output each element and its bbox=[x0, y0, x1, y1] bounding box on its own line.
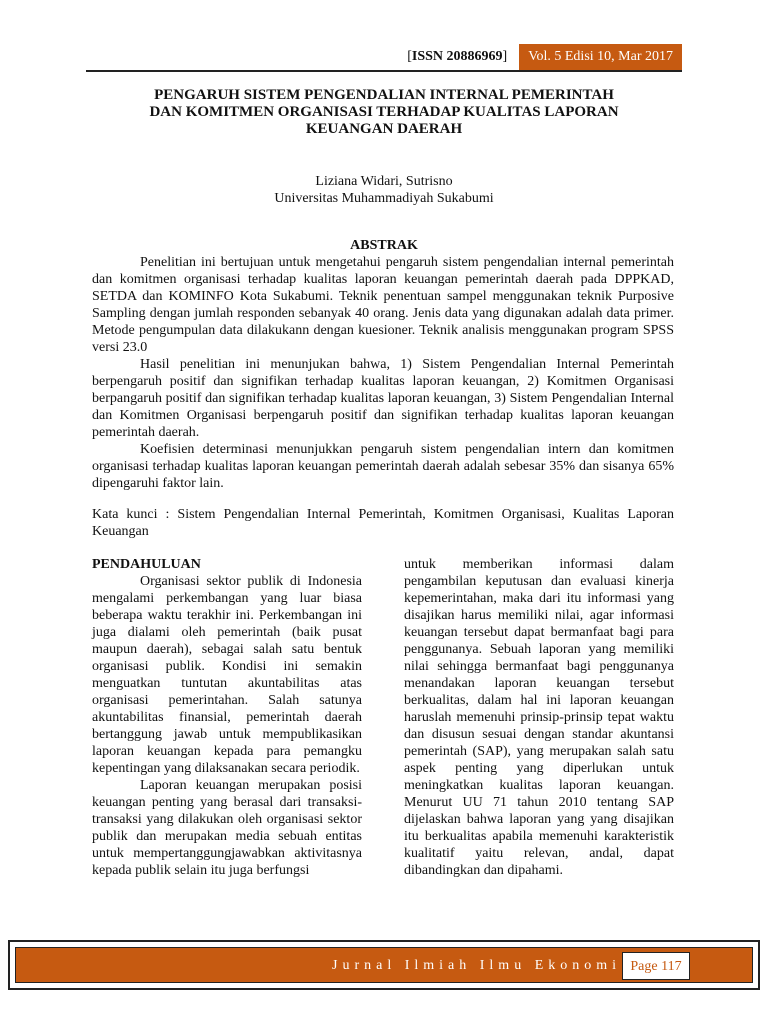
abstract-paragraph: Koefisien determinasi menunjukkan pengaruh sistem pengendalian intern dan komitmen organisasi terhadap kualitas laporan keuangan pemerintah daerah adalah sebesar 35% dan sisanya 65% dipengaruhi faktor lain. bbox=[92, 442, 674, 491]
right-column bbox=[404, 556, 674, 879]
authors: Liziana Widari, Sutrisno bbox=[315, 174, 453, 189]
abstract-paragraph: Penelitian ini bertujuan untuk mengetahui pengaruh sistem pengendalian internal pemerintah dan komitmen organisasi terhadap kualitas laporan keuangan pemerintah daerah pada DPPKAD, SETDA dan KOMINFO Kota Sukabumi. Teknik penentuan sampel menggunakan teknik Purposive Sampling dengan jumlah responden sebanyak 40 orang. Jenis data yang digunakan adalah data primer. Metode pengumpulan data dilakukann dengan kuesioner. Teknik analisis menggunakan program SPSS versi 23.0 bbox=[92, 255, 674, 355]
keywords: Kata kunci : Sistem Pengendalian Internal Pemerintah, Komitmen Organisasi, Kualitas Laporan Keuangan bbox=[92, 507, 674, 539]
page-footer bbox=[8, 940, 760, 990]
volume-badge: Vol. 5 Edisi 10, Mar 2017 bbox=[519, 44, 682, 70]
journal-header bbox=[407, 44, 682, 70]
title-line: PENGARUH SISTEM PENGENDALIAN INTERNAL PEMERINTAH bbox=[154, 87, 614, 103]
section-heading: PENDAHULUAN bbox=[92, 557, 201, 572]
left-column bbox=[92, 556, 362, 879]
title-line: DAN KOMITMEN ORGANISASI TERHADAP KUALITAS LAPORAN bbox=[149, 104, 619, 120]
affiliation: Universitas Muhammadiyah Sukabumi bbox=[274, 191, 494, 206]
paper-title bbox=[86, 87, 682, 138]
header-rule bbox=[86, 70, 682, 72]
journal-name: Jurnal Ilmiah Ilmu Ekonomi bbox=[332, 958, 622, 973]
title-line: KEUANGAN DAERAH bbox=[305, 121, 463, 137]
body-paragraph: untuk memberikan informasi dalam pengambilan keputusan dan evaluasi kinerja kepemerintahan, maka dari itu informasi yang disajikan harus memiliki nilai, agar informasi keuangan tersebut dapat bermanfaat bagi para penggunanya. Sebuah laporan yang memiliki nilai sehingga bermanfaat bagi penggunanya menandakan laporan keuangan tersebut berkualitas, dalam hal ini laporan keuangan haruslah memenuhi prinsip-prinsip tepat waktu dan disusun sesuai dengan standar akuntansi pemerintah (SAP), yang merupakan salah satu aspek penting yang diperlukan untuk meningkatkan kualitas laporan keuangan. Menurut UU 71 tahun 2010 tentang SAP dijelaskan bahwa laporan yang yang disajikan itu berkualitas apabila memenuhi karakteristik kualitatif yaitu relevan, andal, dapat dibandingkan dan dipahami. bbox=[404, 557, 674, 878]
abstract-body bbox=[92, 254, 674, 492]
abstract-heading: ABSTRAK bbox=[350, 238, 418, 253]
abstract-paragraph: Hasil penelitian ini menunjukan bahwa, 1) Sistem Pengendalian Internal Pemerintah berpengaruh positif dan signifikan terhadap kualitas laporan keuangan, 2) Komitmen Organisasi berpangaruh positif dan signifikan terhadap kualitas laporan keuangan, 3) Sistem Pengendalian Internal dan Komitmen Organisasi berpengaruh positif dan signifikan terhadap kualitas laporan keuangan pemerintah daerah. bbox=[92, 357, 674, 440]
body-paragraph: Organisasi sektor publik di Indonesia mengalami perkembangan yang luar biasa beberapa waktu terakhir ini. Perkembangan ini juga dialami oleh pemerintah (baik pusat maupun daerah), sebagai salah satu bentuk organisasi publik. Kondisi ini semakin menguatkan tuntutan akuntabilitas atas organisasi pemerintahan. Salah satunya akuntabilitas finansial, pemerintah daerah bertanggung jawab untuk mempublikasikan laporan keuangan kepada para pemangku kepentingan yang dilaksanakan secara periodik. bbox=[92, 574, 362, 776]
page-number: Page 117 bbox=[622, 952, 690, 980]
body-paragraph: Laporan keuangan merupakan posisi keuangan penting yang berasal dari transaksi-transaksi yang dilakukan oleh organisasi sektor publik dan merupakan media sebuah entitas untuk mempertanggungjawabkan aktivitasnya kepada publik selain itu juga berfungsi bbox=[92, 778, 362, 878]
issn-label: [ISSN 20886969] bbox=[407, 49, 508, 64]
author-block bbox=[86, 173, 682, 207]
footer-band bbox=[15, 947, 753, 983]
